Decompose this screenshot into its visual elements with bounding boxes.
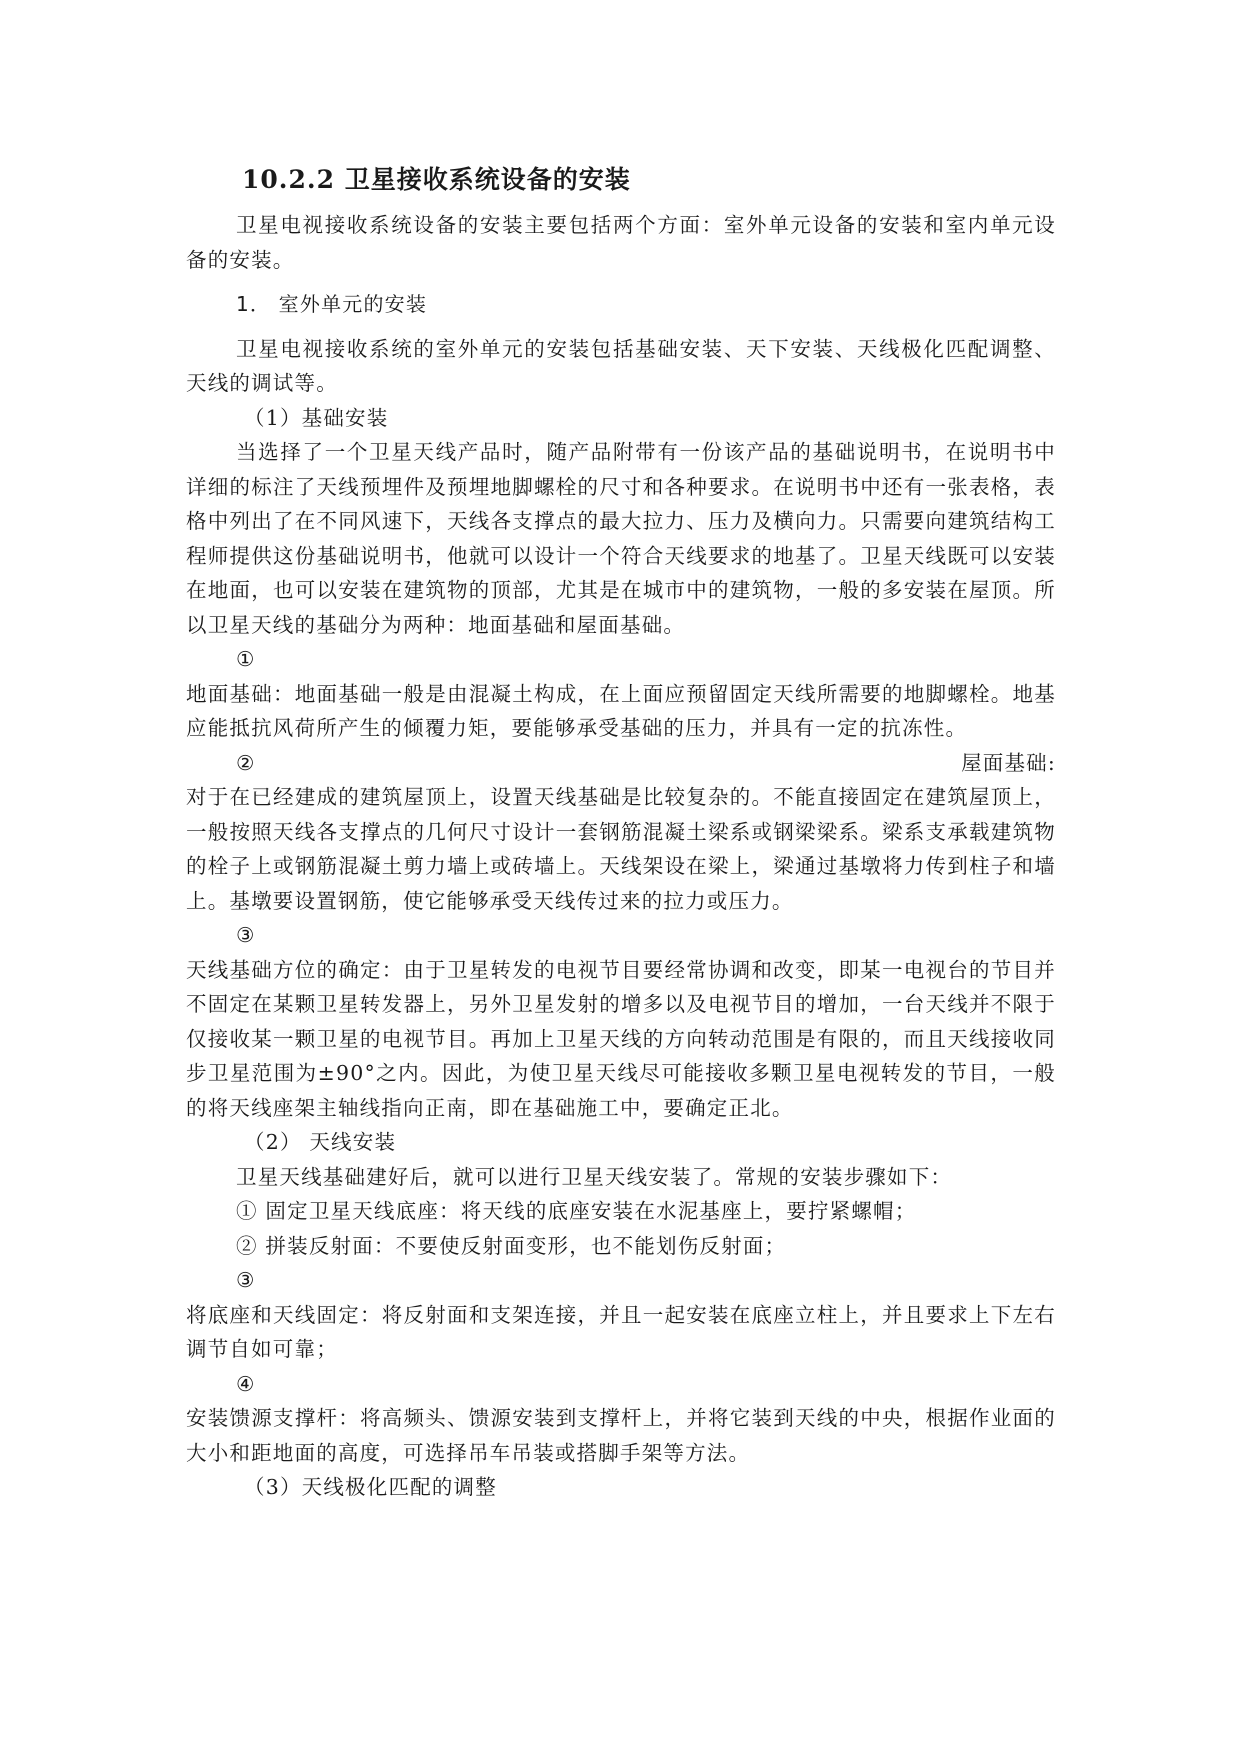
section-1-title: 1． 室外单元的安装 — [236, 292, 428, 316]
item-2-text: 对于在已经建成的建筑屋顶上，设置天线基础是比较复杂的。不能直接固定在建筑屋顶上，一般按照天线各支撑点的几何尺寸设计一套钢筋混凝土梁系或钢梁梁系。梁系支承载建筑物的栓子上或钢筋混凝土剪力墙上或砖墙上。天线架设在梁上，梁通过基墩将力传到柱子和墙上。基墩要设置钢筋，使它能够承受天线传过来的拉力或压力。 — [186, 785, 1056, 913]
subsection-1-title: （1）基础安装 — [244, 405, 389, 430]
item-3-text: 天线基础方位的确定：由于卫星转发的电视节目要经常协调和改变，即某一电视台的节目并不固定在某颗卫星转发器上，另外卫星发射的增多以及电视节目的增加，一台天线并不限于仅接收某一颗卫星的电视节目。再加上卫星天线的方向转动范围是有限的，而且天线接收同步卫星范围为±90°之内。因此，为使卫星天线尽可能接收多颗卫星电视转发的节目，一般的将天线座架主轴线指向正南，即在基础施工中，要确定正北。 — [186, 957, 1056, 1120]
document-body — [186, 162, 1056, 1505]
step-3-text: 将底座和天线固定：将反射面和支架连接，并且一起安装在底座立柱上，并且要求上下左右调节自如可靠； — [186, 1302, 1056, 1361]
item-2-header — [186, 746, 1056, 781]
item-2-title: 屋面基础: — [961, 750, 1056, 775]
step-2: ② 拼装反射面：不要使反射面变形，也不能划伤反射面； — [236, 1233, 787, 1258]
item-1-text: 地面基础：地面基础一般是由混凝土构成，在上面应预留固定天线所需要的地脚螺栓。地基应能抵抗风荷所产生的倾覆力矩，要能够承受基础的压力，并具有一定的抗冻性。 — [186, 681, 1056, 740]
subsection-2-intro: 卫星天线基础建好后，就可以进行卫星天线安装了。常规的安装步骤如下： — [236, 1164, 953, 1189]
step-4-marker: ④ — [236, 1371, 256, 1396]
item-2-marker: ② — [236, 750, 256, 775]
step-3-marker: ③ — [236, 1268, 256, 1292]
intro-paragraph: 卫星电视接收系统设备的安装主要包括两个方面：室外单元设备的安装和室内单元设备的安装。 — [186, 213, 1056, 272]
section-1-intro: 卫星电视接收系统的室外单元的安装包括基础安装、天下安装、天线极化匹配调整、天线的调试等。 — [186, 336, 1056, 395]
item-3-marker: ③ — [236, 923, 256, 947]
item-1-marker: ① — [236, 647, 256, 671]
subsection-1-paragraph: 当选择了一个卫星天线产品时，随产品附带有一份该产品的基础说明书，在说明书中详细的标注了天线预埋件及预埋地脚螺栓的尺寸和各种要求。在说明书中还有一张表格，表格中列出了在不同风速下，天线各支撑点的最大拉力、压力及横向力。只需要向建筑结构工程师提供这份基础说明书，他就可以设计一个符合天线要求的地基了。卫星天线既可以安装在地面，也可以安装在建筑物的顶部，尤其是在城市中的建筑物，一般的多安装在屋顶。所以卫星天线的基础分为两种：地面基础和屋面基础。 — [186, 440, 1056, 637]
step-1: ① 固定卫星天线底座：将天线的底座安装在水泥基座上，要拧紧螺帽； — [236, 1199, 917, 1223]
step-4-text: 安装馈源支撑杆：将高频头、馈源安装到支撑杆上，并将它装到天线的中央，根据作业面的大小和距地面的高度，可选择吊车吊装或搭脚手架等方法。 — [186, 1406, 1056, 1465]
section-heading: 10.2.2 卫星接收系统设备的安装 — [242, 165, 631, 194]
subsection-3-title: （3）天线极化匹配的调整 — [244, 1475, 497, 1499]
subsection-2-title: （2） 天线安装 — [244, 1130, 397, 1154]
